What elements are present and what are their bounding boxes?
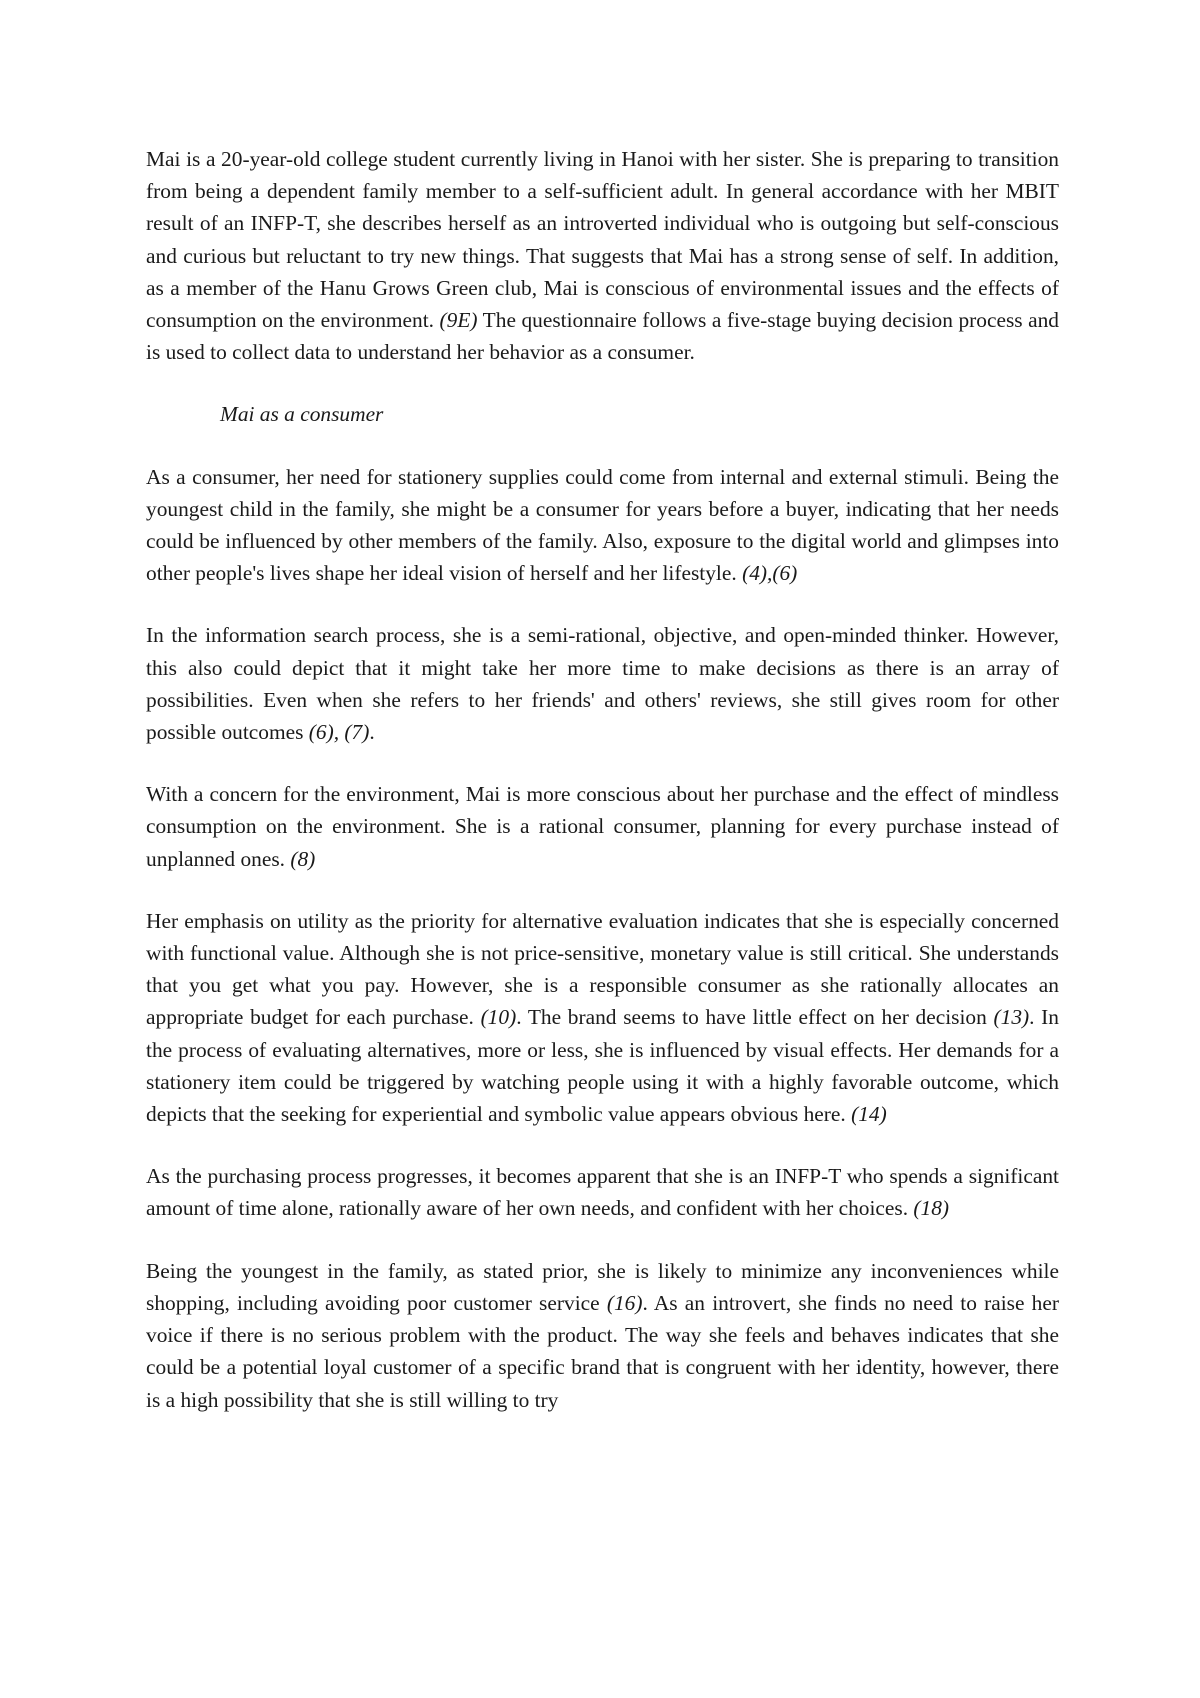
paragraph-information-search [146,619,1059,748]
citation-reference: (4),(6) [742,561,798,586]
citation-reference: (8) [290,846,316,871]
paragraph-text: As a consumer, her need for stationery supplies could come from internal and external stimuli. Being the youngest child in the family, she might be a consumer for years before a buyer, indicating that her needs could be influenced by other members of the family. Also, exposure to the digital world and glimpses into other people's lives shape her ideal vision of herself and her lifestyle. [146,464,1059,586]
paragraph-text: Mai is a 20-year-old college student currently living in Hanoi with her sister. She is preparing to transition from being a dependent family member to a self-sufficient adult. In general accordance with her MBIT result of an INFP-T, she describes herself as an introverted individual who is outgoing but self-conscious and curious but reluctant to try new things. That suggests that Mai has a strong sense of self. In addition, as a member of the Hanu Grows Green club, Mai is conscious of environmental issues and the effects of consumption on the environment. [146,147,1059,333]
citation-reference: (18) [913,1196,950,1221]
document-page [146,143,1059,1446]
paragraph-alternative-evaluation [146,905,1059,1130]
paragraph-purchase [146,1160,1059,1224]
paragraph-text: The questionnaire follows a five-stage buying decision process and is used to collect data to understand her behavior as a consumer. [146,308,1059,365]
citation-reference: (9E) [439,308,478,333]
citation-reference: (6), (7) [308,720,370,745]
paragraph-text: Being the youngest in the family, as stated prior, she is likely to minimize any inconveniences while shopping, including avoiding poor customer service [146,1258,1059,1315]
paragraph-environment [146,778,1059,875]
section-heading: Mai as a consumer [220,402,384,427]
paragraph-text: . The brand seems to have little effect on her decision [516,1005,994,1030]
paragraph-text: Her emphasis on utility as the priority for alternative evaluation indicates that she is especially concerned with functional value. Although she is not price-sensitive, monetary value is still critical. She understands that you get what you pay. However, she is a responsible consumer as she rationally allocates an appropriate budget for each purchase. [146,908,1059,1030]
paragraph-text: . As an introvert, she finds no need to raise her voice if there is no serious problem with the product. The way she feels and behaves indicates that she could be a potential loyal customer of a specific brand that is congruent with her identity, however, there is a high possibility that she is still willing to try [146,1290,1059,1412]
citation-reference: (10) [480,1005,517,1030]
paragraph-text: . [369,720,375,745]
citation-reference: (13) [993,1005,1030,1030]
paragraph-text: As the purchasing process progresses, it becomes apparent that she is an INFP-T who spends a significant amount of time alone, rationally aware of her own needs, and confident with her choices. [146,1164,1059,1221]
paragraph-text: With a concern for the environment, Mai is more conscious about her purchase and the effect of mindless consumption on the environment. She is a rational consumer, planning for every purchase instead of unplanned ones. [146,782,1059,871]
paragraph-post-purchase [146,1255,1059,1416]
citation-reference: (14) [851,1102,887,1127]
paragraph-text: In the information search process, she is a semi-rational, objective, and open-minded thinker. However, this also could depict that it might take her more time to make decisions as there is an array of possibilities. Even when she refers to her friends' and others' reviews, she still gives room for other possible outcomes [146,623,1059,745]
paragraph-text: . In the process of evaluating alternatives, more or less, she is influenced by visual effects. Her demands for a stationery item could be triggered by watching people using it with a highly favorable outcome, which depicts that the seeking for experiential and symbolic value appears obvious here. [146,1005,1059,1127]
citation-reference: (16) [606,1290,643,1315]
paragraph-need-recognition [146,461,1059,590]
paragraph-intro [146,143,1059,368]
